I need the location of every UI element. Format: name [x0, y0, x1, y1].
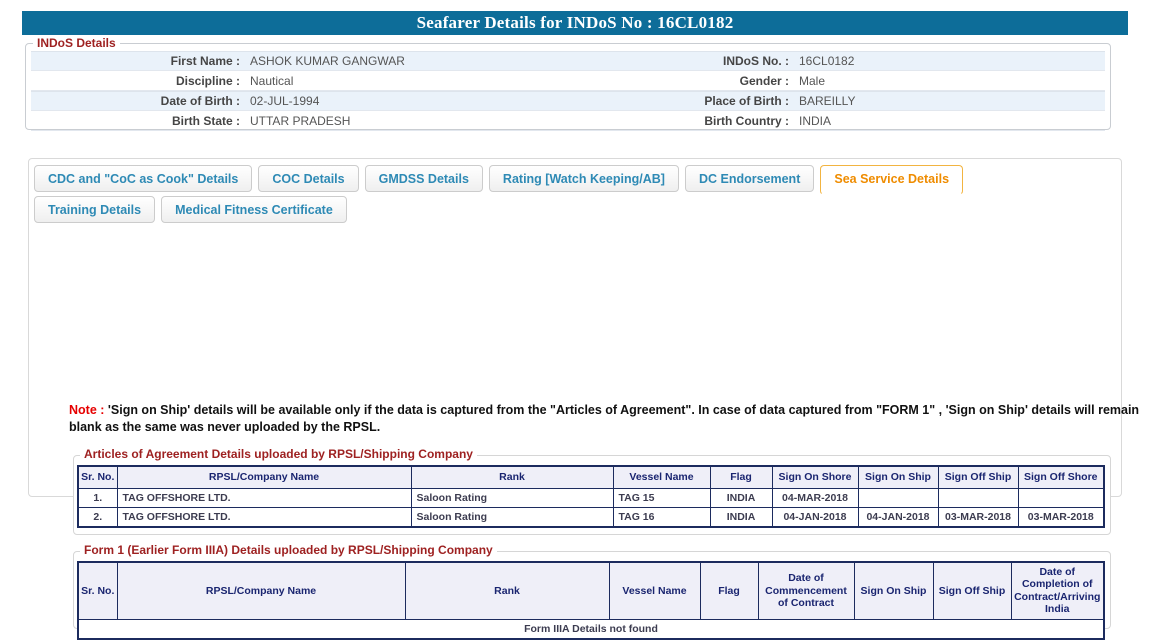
table-header-row [78, 562, 1104, 619]
field-label: INDoS No. : [723, 54, 789, 68]
field-label: Birth Country : [704, 113, 789, 128]
note-text: 'Sign on Ship' details will be available only if the data is captured from the "Articles of Agreement". In case of data captured from "FORM 1" , 'Sign on Ship' details will remain blank as the same was never uploaded by the RPSL. [69, 403, 1140, 434]
table-header-row [78, 466, 1104, 488]
column-header-sign-off-shore: Sign Off Shore [1018, 466, 1104, 488]
column-header-sr-no: Sr. No. [78, 466, 117, 488]
column-header-rpsl-company-name: RPSL/Company Name [117, 466, 411, 488]
note-prefix: Note : [69, 403, 105, 417]
field-value: 16CL0182 [799, 54, 855, 68]
column-header-date-of-completion-of-contract-arriving-india: Date of Completion of Contract/Arriving India [1011, 562, 1104, 619]
table-cell: Saloon Rating [411, 488, 613, 507]
table-cell [938, 488, 1018, 507]
field-label: Date of Birth : [160, 94, 240, 108]
field-value: 02-JUL-1994 [250, 94, 320, 108]
articles-section-caption: Articles of Agreement Details uploaded by RPSL/Shipping Company [80, 447, 477, 461]
form1-section [73, 543, 1111, 635]
table-cell: 04-JAN-2018 [858, 507, 938, 527]
indos-row-birth-state [31, 111, 1105, 131]
table-cell [1018, 488, 1104, 507]
indos-row-discipline [31, 71, 1105, 91]
indos-row-first-name [31, 51, 1105, 71]
tab-bar [31, 163, 1091, 225]
field-label: First Name : [170, 54, 240, 68]
table-cell: 2. [78, 507, 117, 527]
tab-dc-endorsement[interactable]: DC Endorsement [685, 165, 814, 192]
tab-training-details[interactable]: Training Details [34, 196, 155, 223]
column-header-sign-on-shore: Sign On Shore [772, 466, 858, 488]
table-row [78, 507, 1104, 527]
table-cell: 1. [78, 488, 117, 507]
tab-cdc-and-coc-as-cook-details[interactable]: CDC and "CoC as Cook" Details [34, 165, 252, 192]
field-value: UTTAR PRADESH [250, 113, 351, 128]
field-label: Discipline : [175, 73, 240, 88]
table-cell: TAG OFFSHORE LTD. [117, 507, 411, 527]
empty-message: Form IIIA Details not found [78, 619, 1104, 639]
column-header-rank: Rank [405, 562, 609, 619]
table-cell: 03-MAR-2018 [1018, 507, 1104, 527]
articles-of-agreement-table [77, 465, 1105, 528]
field-value: INDIA [799, 113, 832, 128]
table-cell: 04-MAR-2018 [772, 488, 858, 507]
field-label: Gender : [739, 73, 789, 88]
column-header-vessel-name: Vessel Name [613, 466, 710, 488]
column-header-sign-on-ship: Sign On Ship [858, 466, 938, 488]
indos-details-rows [31, 51, 1105, 131]
articles-of-agreement-section [73, 447, 1111, 535]
page-title: Seafarer Details for INDoS No : 16CL0182 [22, 11, 1128, 35]
field-label: Birth State : [171, 113, 240, 128]
column-header-vessel-name: Vessel Name [609, 562, 700, 619]
form1-section-caption: Form 1 (Earlier Form IIIA) Details uploaded by RPSL/Shipping Company [80, 543, 497, 557]
column-header-sign-on-ship: Sign On Ship [854, 562, 933, 619]
indos-details-legend: INDoS Details [37, 36, 116, 50]
field-label: Place of Birth : [704, 94, 789, 108]
table-row [78, 488, 1104, 507]
table-cell: TAG OFFSHORE LTD. [117, 488, 411, 507]
sign-on-ship-note [69, 402, 1145, 435]
field-value: Nautical [250, 73, 294, 88]
column-header-rpsl-company-name: RPSL/Company Name [117, 562, 405, 619]
column-header-sr-no: Sr. No. [78, 562, 117, 619]
tab-rating-watch-keeping-ab[interactable]: Rating [Watch Keeping/AB] [489, 165, 679, 192]
column-header-sign-off-ship: Sign Off Ship [933, 562, 1011, 619]
table-cell [858, 488, 938, 507]
tab-medical-fitness-certificate[interactable]: Medical Fitness Certificate [161, 196, 347, 223]
table-cell: 04-JAN-2018 [772, 507, 858, 527]
form1-table [77, 561, 1105, 640]
column-header-flag: Flag [700, 562, 758, 619]
tab-sea-service-details[interactable]: Sea Service Details [820, 165, 963, 195]
column-header-rank: Rank [411, 466, 613, 488]
column-header-sign-off-ship: Sign Off Ship [938, 466, 1018, 488]
empty-message-row [78, 619, 1104, 639]
table-cell: TAG 15 [613, 488, 710, 507]
field-value: BAREILLY [799, 94, 856, 108]
indos-row-date-of-birth [31, 91, 1105, 111]
table-cell: Saloon Rating [411, 507, 613, 527]
indos-details-panel [25, 36, 1111, 130]
column-header-flag: Flag [710, 466, 772, 488]
table-cell: INDIA [710, 488, 772, 507]
table-cell: TAG 16 [613, 507, 710, 527]
sea-service-tab-panel [28, 158, 1140, 635]
tab-gmdss-details[interactable]: GMDSS Details [365, 165, 483, 192]
field-value: Male [799, 73, 826, 88]
table-cell: INDIA [710, 507, 772, 527]
table-cell: 03-MAR-2018 [938, 507, 1018, 527]
column-header-date-of-commencement-of-contract: Date of Commencement of Contract [758, 562, 854, 619]
field-value: ASHOK KUMAR GANGWAR [250, 54, 405, 68]
tab-coc-details[interactable]: COC Details [258, 165, 358, 192]
